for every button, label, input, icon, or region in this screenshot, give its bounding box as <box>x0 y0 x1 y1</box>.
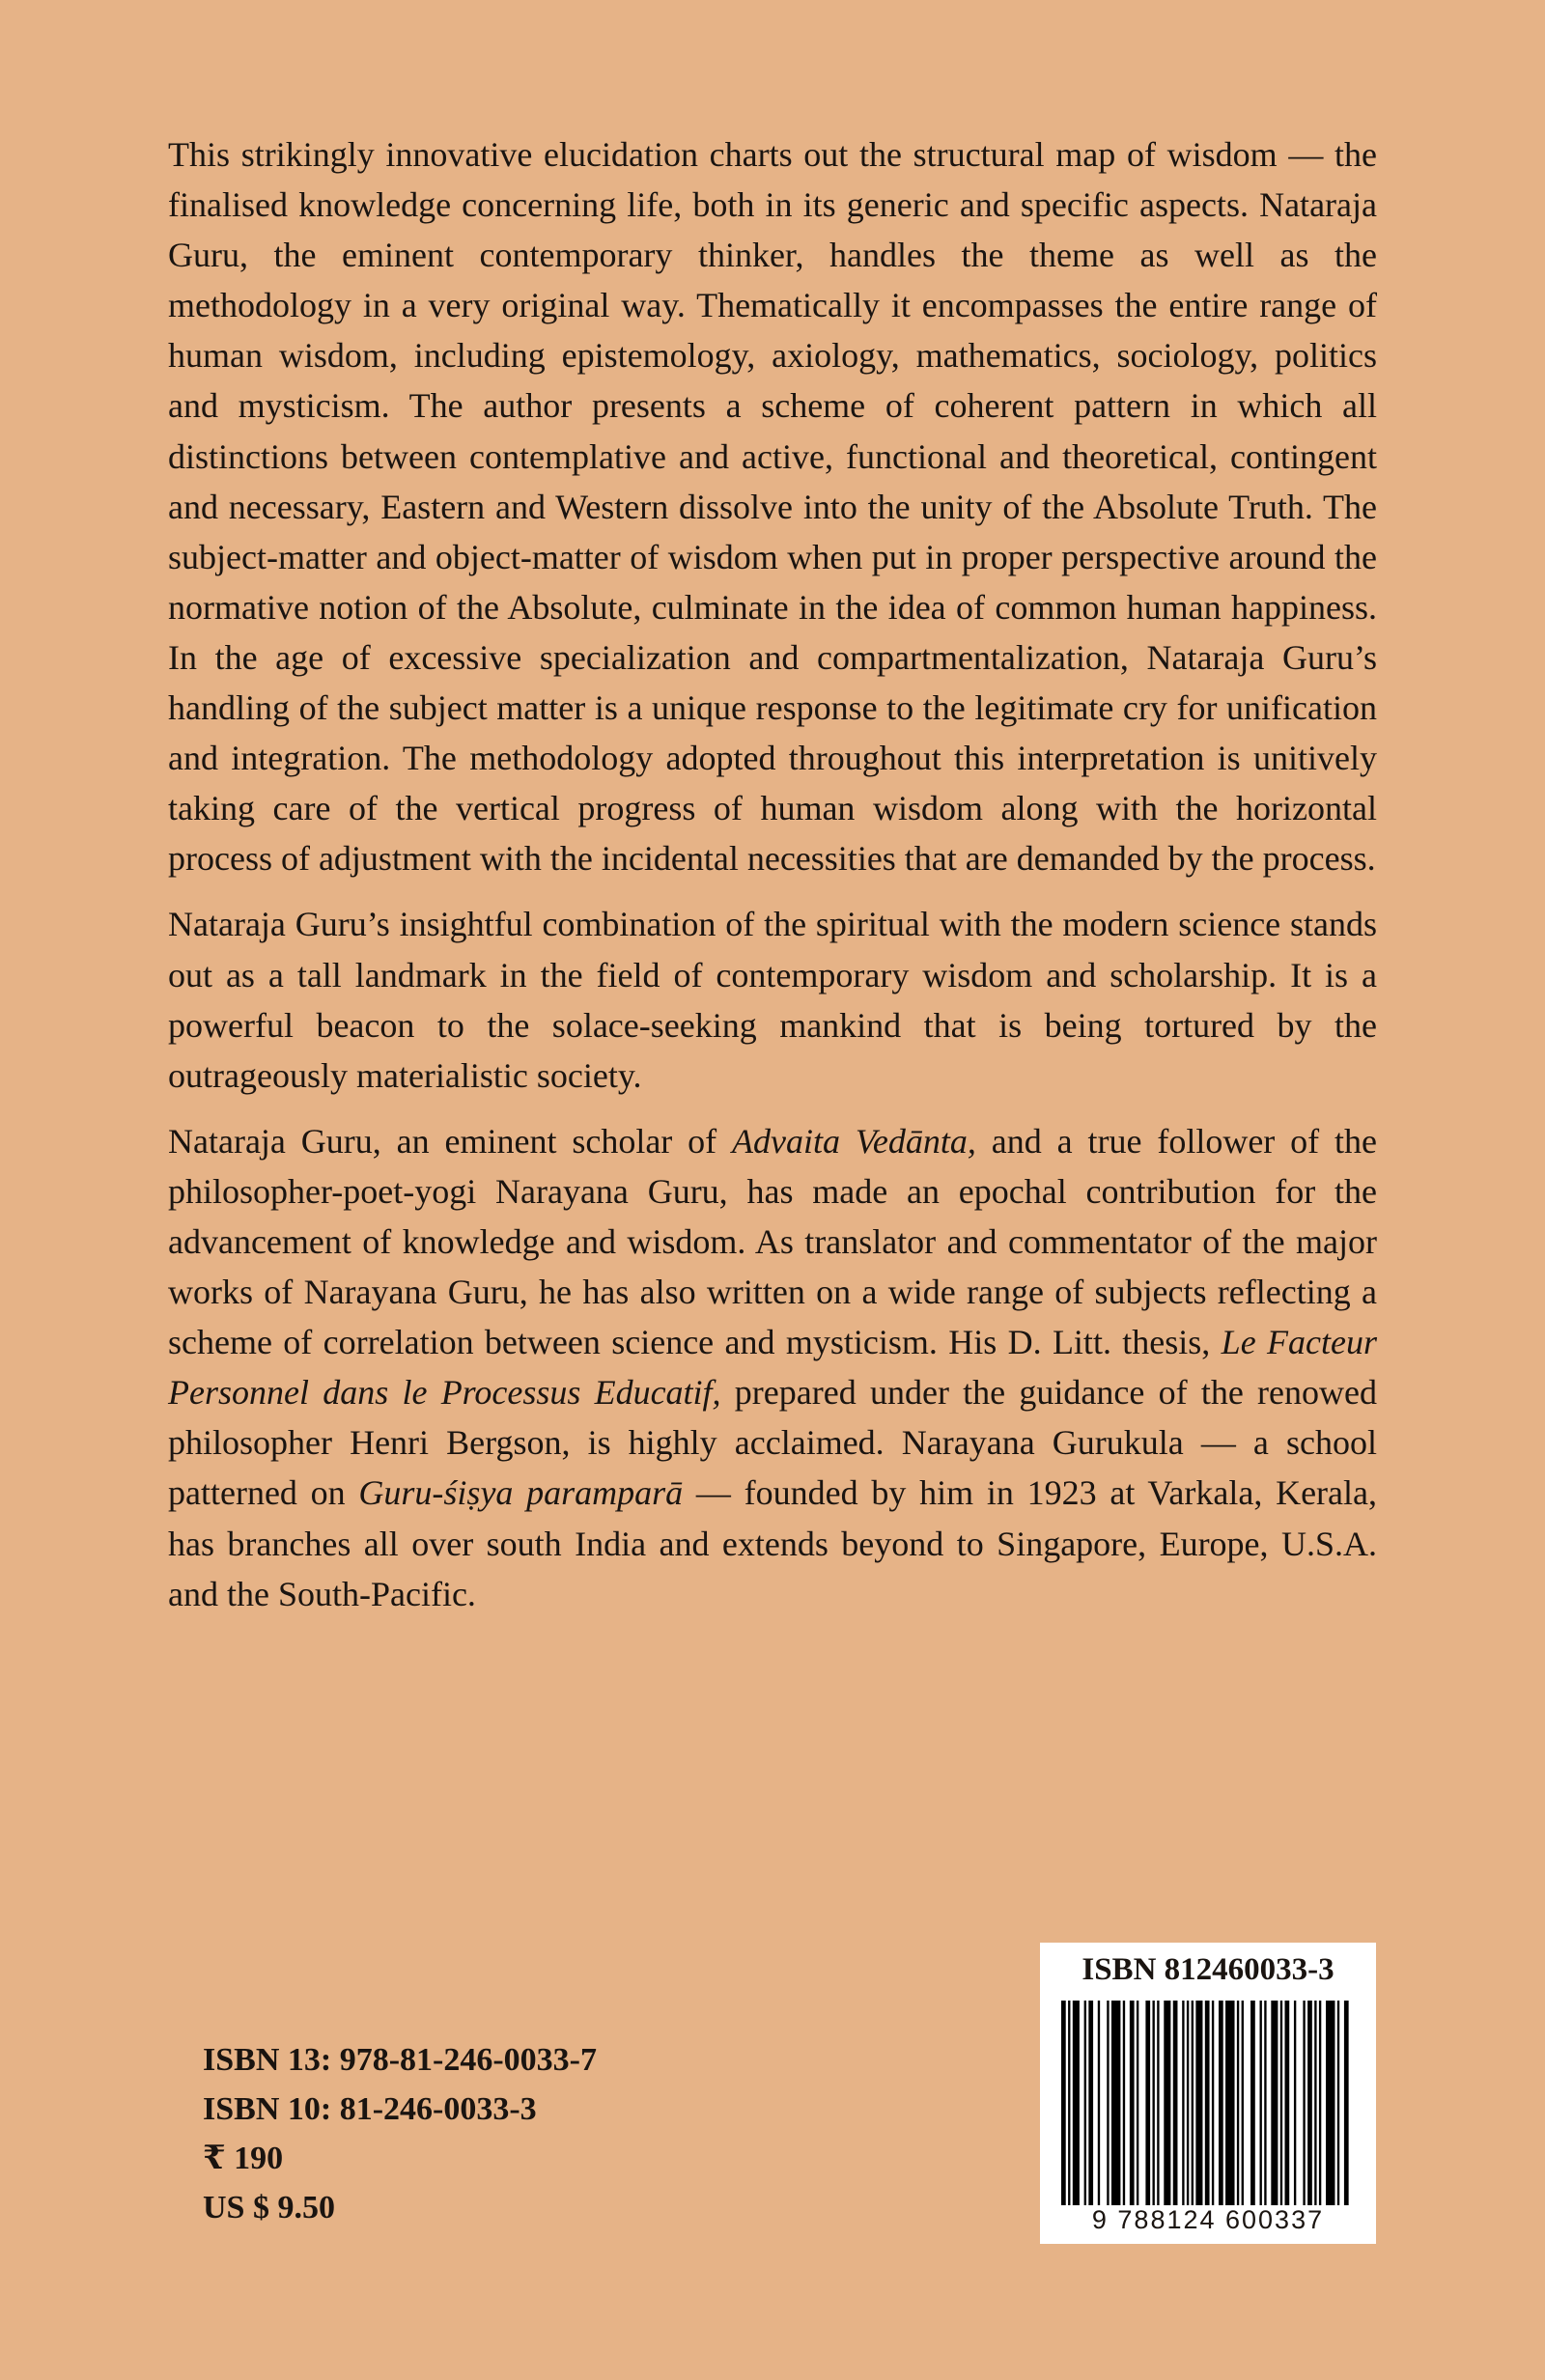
barcode-bar <box>1152 2001 1154 2205</box>
barcode-bar <box>1307 2001 1312 2205</box>
barcode-bar <box>1130 2001 1135 2205</box>
barcode-icon <box>1061 2001 1351 2215</box>
barcode-bar <box>1326 2001 1334 2205</box>
barcode-bar <box>1195 2001 1202 2215</box>
price-usd: US $ 9.50 <box>203 2190 335 2226</box>
barcode-bar <box>1164 2001 1170 2205</box>
barcode-bar <box>1173 2001 1178 2205</box>
barcode-bar <box>1187 2001 1189 2205</box>
title-advaita-vedanta: Advaita Vedānta, <box>732 1121 976 1161</box>
barcode-bar <box>1280 2001 1282 2205</box>
barcode-bar <box>1084 2001 1086 2205</box>
isbn-10: ISBN 10: 81-246-0033-3 <box>203 2091 537 2127</box>
price-inr: ₹ 190 <box>203 2141 284 2176</box>
isbn-price-block <box>203 2035 597 2232</box>
barcode-bar <box>1319 2001 1321 2205</box>
barcode-bar <box>1145 2001 1150 2205</box>
description-paragraph-3: Nataraja Guru, an eminent scholar of Advaita Vedānta, and a true follower of the philosopher-poet-yogi Narayana Guru, has made an epochal contribution for the advancement of knowledge and wisdom. As translator and commentator of the major works of Narayana Guru, he has also written on a wide range of subjects reflecting a scheme of correlation between science and mysticism. His D. Litt. thesis, Le Facteur Personnel dans le Processus Educatif, prepared under the guidance of the renowed philosopher Henri Bergson, is highly acclaimed. Narayana Gurukula — a school patterned on Guru-śiṣya paramparā — founded by him in 1923 at Varkala, Kerala, has branches all over south India and extends beyond to Singapore, Europe, U.S.A. and the South-Pacific. <box>168 1121 1378 1613</box>
barcode-bar <box>1303 2001 1305 2205</box>
barcode-bar <box>1271 2001 1278 2205</box>
thesis-title: Le Facteur Personnel dans le Processus Educatif, <box>168 1323 1377 1413</box>
barcode-bar <box>1205 2001 1210 2215</box>
barcode-bar <box>1225 2001 1234 2205</box>
barcode-bar <box>1068 2001 1070 2215</box>
description-paragraph-1: This strikingly innovative elucidation charts out the structural map of wisdom — the finalised knowledge concerning life, both in its generic and specific aspects. Nataraja Guru, the eminent contemporary thinker, handles the theme as well as the methodology in a very original way. Thematically it encompasses the entire range of human wisdom, including epistemology, axiology, mathematics, sociology, politics and mysticism. The author presents a scheme of coherent pattern in which all distinctions between contemplative and active, functional and theoretical, contingent and necessary, Eastern and Western dissolve into the unity of the Absolute Truth. The subject-matter and object-matter of wisdom when put in proper perspective around the normative notion of the Absolute, culminate in the idea of common human happiness. In the age of excessive specialization and compartmentalization, Nataraja Guru’s handling of the subject matter is a unique response to the legitimate cry for unification and integration. The methodology adopted throughout this interpretation is unitively taking care of the vertical progress of human wisdom along with the horizontal process of adjustment with the incidental necessities that are demanded by the process. <box>168 135 1377 879</box>
barcode-bar <box>1157 2001 1159 2205</box>
barcode-bar <box>1337 2001 1339 2215</box>
barcode-bar <box>1219 2001 1223 2205</box>
barcode-bar <box>1123 2001 1125 2205</box>
barcode-bar <box>1260 2001 1262 2205</box>
barcode-bar <box>1107 2001 1109 2205</box>
description-paragraph-2: Nataraja Guru’s insightful combination of the spiritual with the modern science stands out as a tall landmark in the field of contemporary wisdom and scholarship. It is a powerful beacon to the solace-seeking mankind that is being tortured by the outrageously materialistic society. <box>168 905 1377 1095</box>
barcode-bar <box>1344 2001 1349 2215</box>
barcode-bar <box>1314 2001 1316 2205</box>
barcode-bar <box>1111 2001 1120 2205</box>
isbn-13: ISBN 13: 978-81-246-0033-7 <box>203 2042 597 2078</box>
barcode-bar <box>1073 2001 1080 2205</box>
barcode-bar <box>1088 2001 1093 2205</box>
barcode-bar <box>1237 2001 1239 2205</box>
barcode-bar <box>1294 2001 1296 2205</box>
barcode-bar <box>1250 2001 1255 2205</box>
barcode-box <box>1040 1943 1376 2244</box>
barcode-isbn-label: ISBN 812460033-3 <box>1082 1952 1334 1987</box>
barcode-bar <box>1061 2001 1066 2215</box>
barcode-bar <box>1264 2001 1266 2205</box>
barcode-bar <box>1137 2001 1138 2205</box>
barcode-digits: 9 788124 600337 <box>1044 2205 1372 2235</box>
barcode-bar <box>1182 2001 1184 2205</box>
barcode-bar <box>1192 2001 1194 2205</box>
description-text <box>168 129 1377 1635</box>
barcode-bar <box>1098 2001 1100 2205</box>
barcode-bar <box>1284 2001 1289 2205</box>
barcode-bar <box>1212 2001 1214 2205</box>
barcode-bar <box>1242 2001 1244 2205</box>
guru-sisya-parampara: Guru-śiṣya paramparā <box>358 1473 684 1513</box>
